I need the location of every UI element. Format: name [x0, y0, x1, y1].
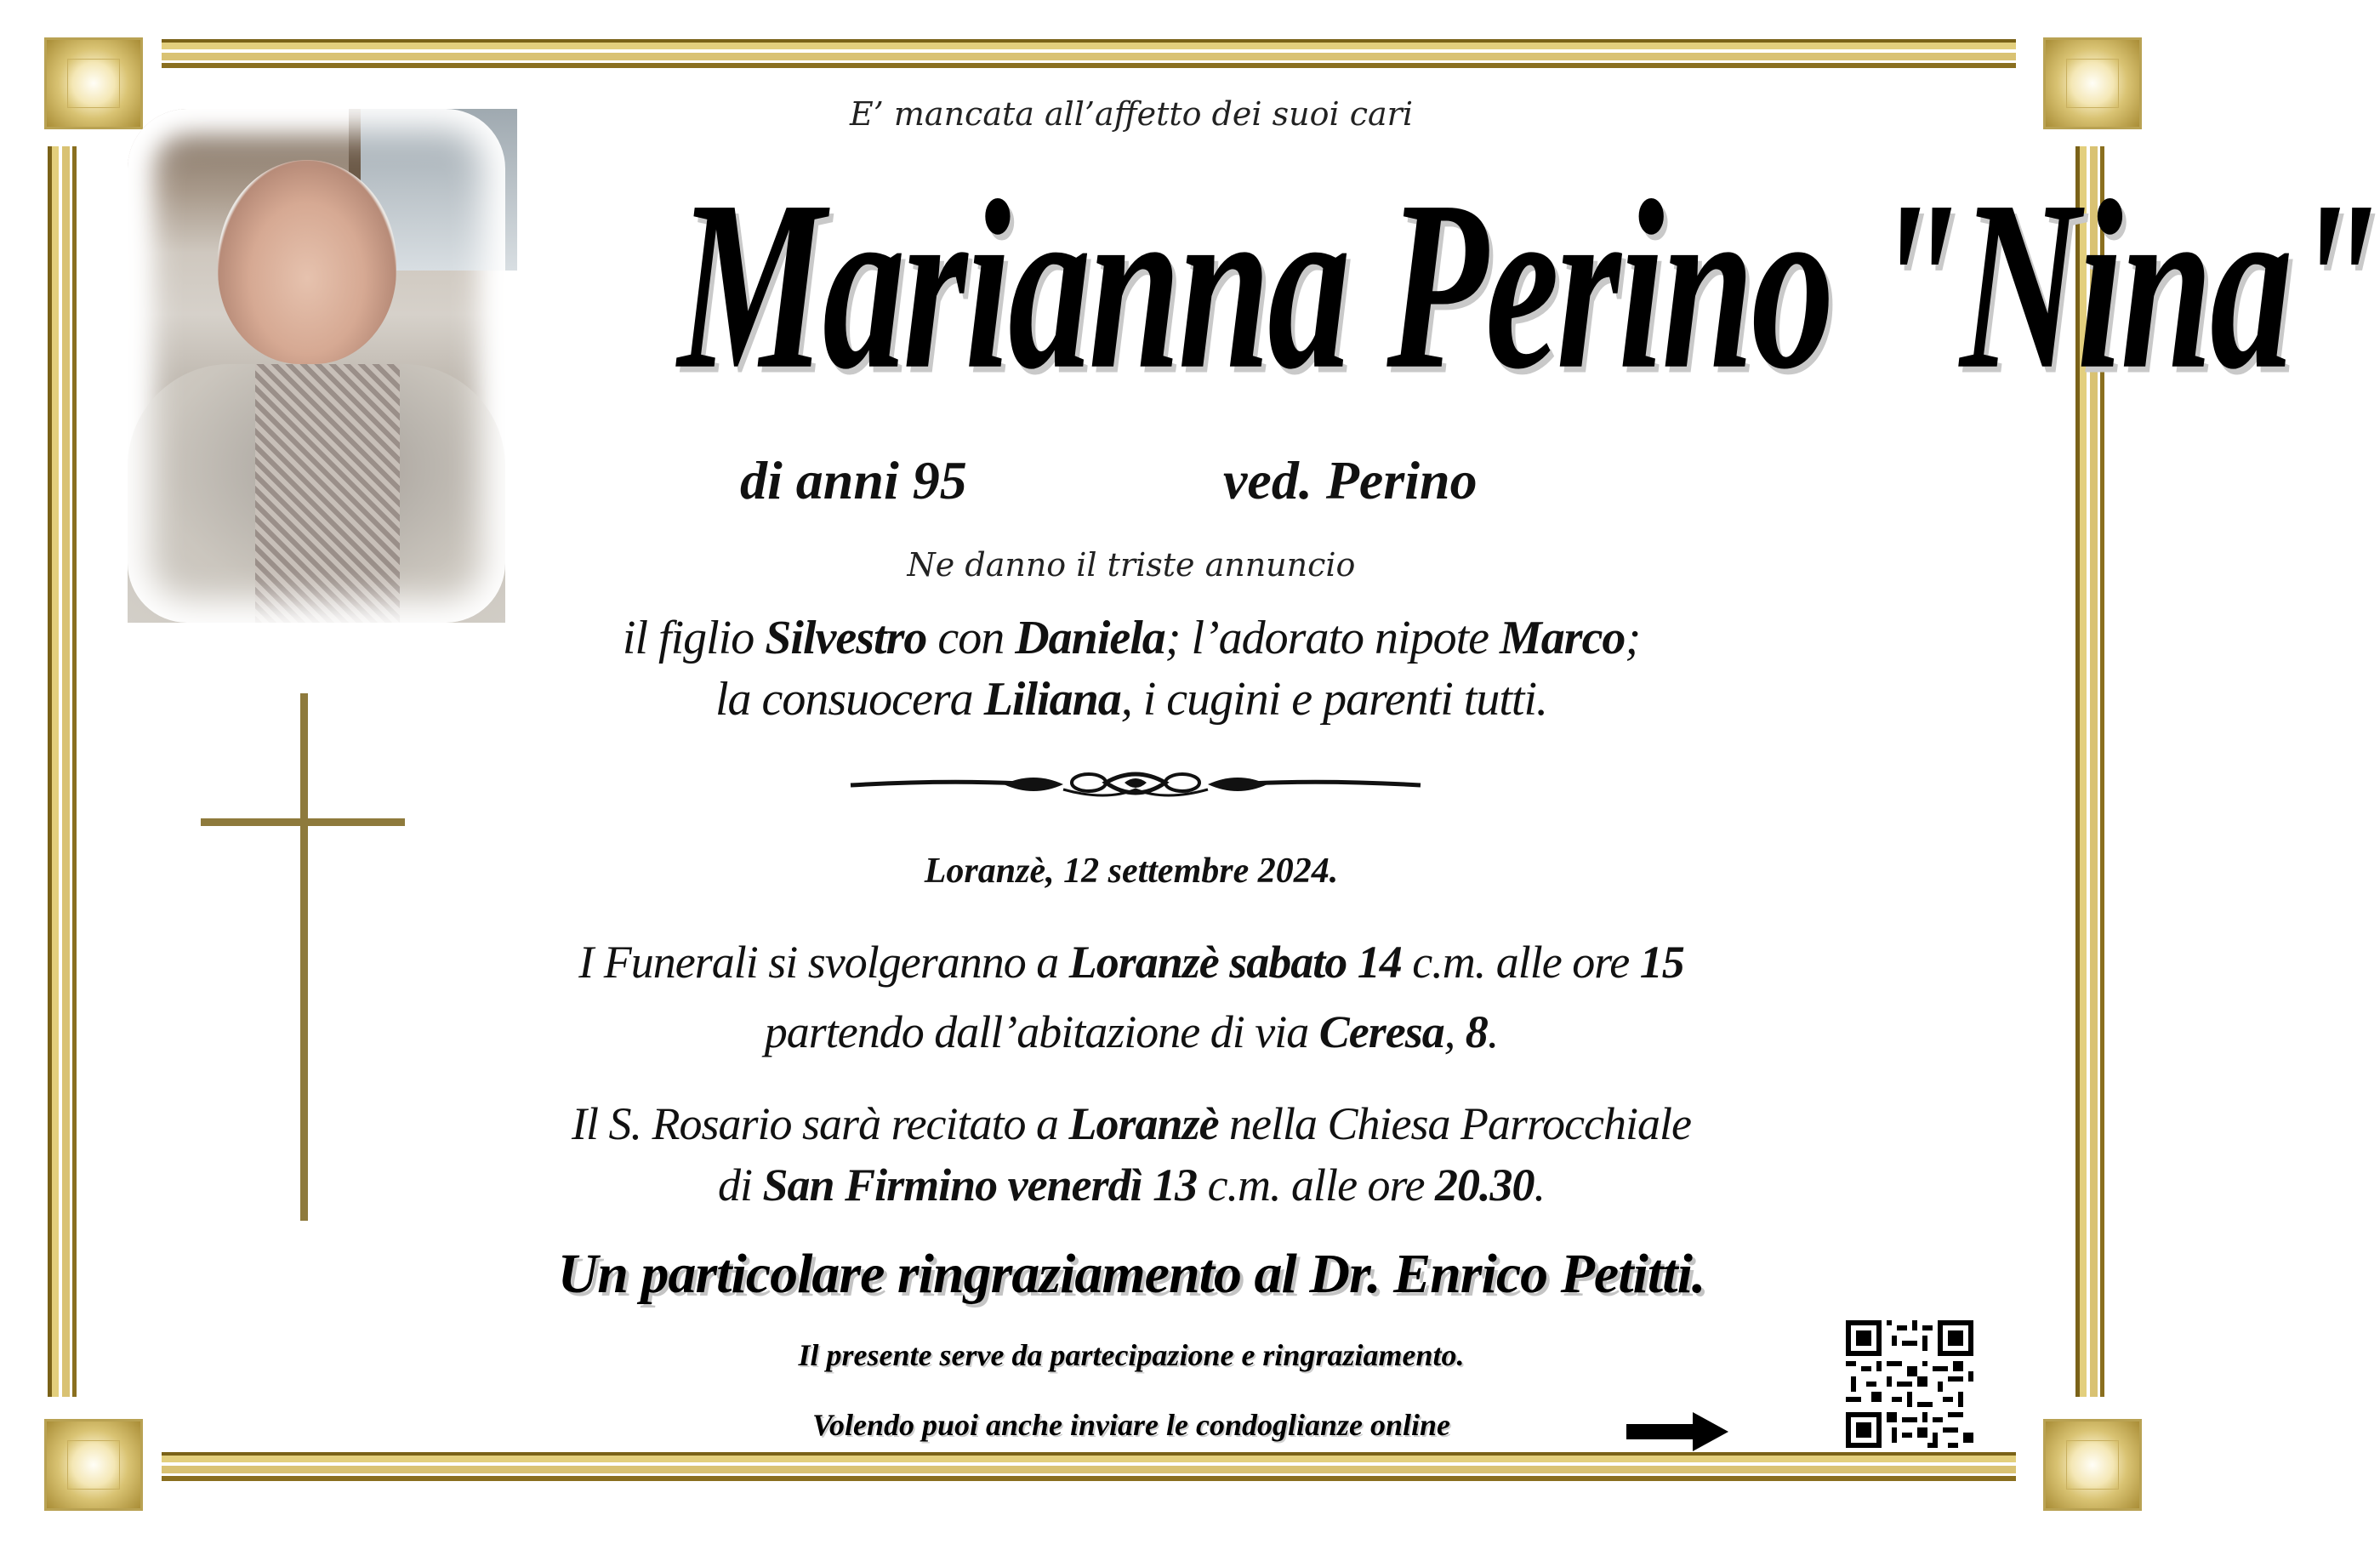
funeral-line-1-part: I Funerali si svolgeranno a — [578, 937, 1069, 988]
funeral-street-number: 8 — [1465, 1006, 1488, 1057]
family-line-1-part: il figlio — [622, 612, 766, 664]
age-text: di anni 95 — [740, 450, 967, 510]
funeral-line-2-part: partendo dall’abitazione di via — [764, 1006, 1319, 1057]
funeral-line-1-part: c.m. alle ore — [1401, 937, 1640, 988]
rosary-line-2-part: di — [717, 1159, 763, 1211]
frame-corner-top-left — [44, 37, 143, 129]
frame-left-bar — [48, 146, 77, 1397]
participation-note: Il presente serve da partecipazione e ringraziamento. — [798, 1338, 1465, 1372]
family-name-consuocera: Liliana — [983, 673, 1121, 726]
cross-icon-horizontal — [201, 818, 405, 826]
family-line-1-part: ; — [1625, 612, 1641, 664]
frame-corner-bottom-left — [44, 1419, 143, 1511]
qr-code-icon[interactable] — [1846, 1320, 1973, 1448]
rosary-hour: 20.30 — [1435, 1159, 1534, 1211]
online-condolences-text: Volendo puoi anche inviare le condoglianze online — [811, 1408, 1451, 1442]
family-line-2 — [510, 672, 1752, 726]
deceased-name — [502, 126, 2380, 424]
rosary-church-day: San Firmino venerdì 13 — [762, 1159, 1198, 1211]
rosary-line-2-part: c.m. alle ore — [1197, 1159, 1436, 1211]
divider-ornament-icon — [851, 764, 1421, 806]
thanks-text: Un particolare ringraziamento al Dr. Enrico Petitti. — [557, 1243, 1705, 1305]
deceased-name-text: Marianna Perino "Nina" — [677, 151, 2380, 420]
portrait-photo — [128, 109, 505, 623]
family-name-grandson: Marco — [1499, 612, 1626, 664]
photo-vignette — [128, 109, 505, 623]
widow-text: ved. Perino — [1223, 450, 1478, 510]
funeral-place-day: Loranzè sabato 14 — [1068, 937, 1402, 988]
announce-intro: Ne danno il triste annuncio — [907, 546, 1356, 584]
rosary-place: Loranzè — [1068, 1098, 1219, 1149]
funeral-line-2-part: , — [1443, 1006, 1466, 1057]
family-line-2-part: la consuocera — [715, 673, 984, 726]
rosary-line-1-part: nella Chiesa Parrocchiale — [1218, 1098, 1691, 1149]
frame-bottom-bar — [162, 1452, 2016, 1481]
family-name-son: Silvestro — [765, 612, 927, 664]
funeral-line-2-part: . — [1487, 1006, 1499, 1057]
family-name-daughter-in-law: Daniela — [1015, 612, 1165, 664]
frame-corner-top-right — [2043, 37, 2142, 129]
family-line-2-part: , i cugini e parenti tutti. — [1120, 673, 1548, 726]
rosary-line-1 — [476, 1097, 1786, 1150]
rosary-line-1-part: Il S. Rosario sarà recitato a — [572, 1098, 1069, 1149]
frame-corner-bottom-right — [2043, 1419, 2142, 1511]
rosary-line-2-part: . — [1534, 1159, 1546, 1211]
intro-text: E’ mancata all’affetto dei suoi cari — [850, 95, 1413, 133]
rosary-line-2 — [476, 1159, 1786, 1211]
right-arrow-icon — [1626, 1410, 1728, 1453]
funeral-hour: 15 — [1639, 937, 1684, 988]
family-line-1 — [510, 611, 1752, 665]
family-line-1-part: con — [926, 612, 1016, 664]
notice-date: Loranzè, 12 settembre 2024. — [924, 852, 1339, 891]
funeral-line-1 — [476, 936, 1786, 989]
frame-top-bar — [162, 39, 2016, 68]
funeral-street: Ceresa — [1318, 1006, 1444, 1057]
cross-icon-vertical — [300, 693, 308, 1221]
funeral-line-2 — [476, 1006, 1786, 1058]
family-line-1-part: ; l’adorato nipote — [1164, 612, 1500, 664]
